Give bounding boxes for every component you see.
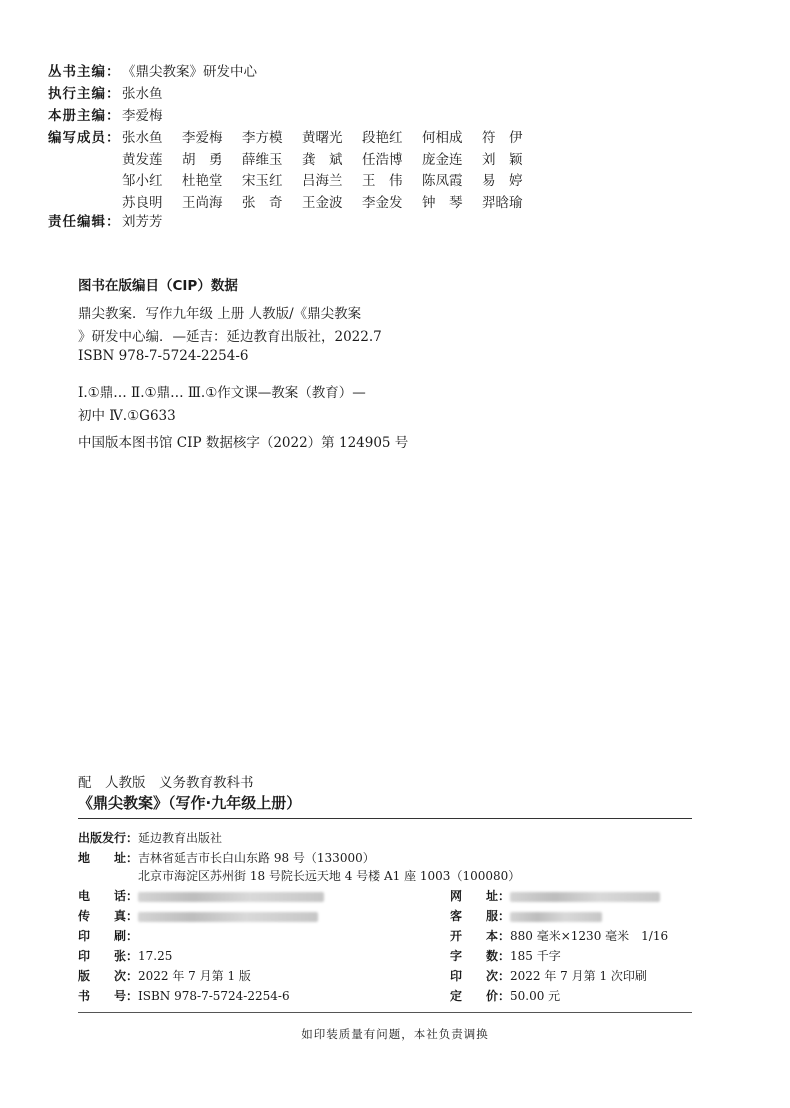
cip-record: 中国版本图书馆 CIP 数据核字（2022）第 124905 号 bbox=[78, 435, 409, 451]
member-name: 何相成 bbox=[422, 130, 463, 146]
member-name: 龚 斌 bbox=[302, 151, 343, 168]
member-name: 王金波 bbox=[302, 194, 343, 211]
address-row bbox=[78, 850, 375, 866]
member-name: 苏良明 bbox=[122, 194, 163, 211]
member-name: 张 奇 bbox=[242, 194, 283, 211]
member-name: 李方模 bbox=[242, 130, 283, 146]
phone-redacted bbox=[138, 892, 324, 902]
member-name: 李金发 bbox=[362, 194, 403, 211]
cip-line: 》研发中心编．—延吉：延边教育出版社，2022.7 bbox=[78, 329, 382, 345]
words-value: 185 千字 bbox=[510, 949, 561, 963]
members-list bbox=[122, 128, 542, 214]
publisher-value: 延边教育出版社 bbox=[138, 831, 223, 845]
address-row-2 bbox=[138, 868, 520, 884]
members-row bbox=[122, 171, 542, 193]
member-name: 刘 颖 bbox=[482, 151, 523, 168]
cip-classification-cont: 初中 Ⅳ.①G633 bbox=[78, 408, 176, 424]
sheets-label: 印 张： bbox=[78, 949, 139, 963]
price-label: 定 价： bbox=[450, 989, 511, 1003]
member-name: 吕海兰 bbox=[302, 173, 343, 189]
member-name: 张水鱼 bbox=[122, 130, 163, 146]
member-name: 胡 勇 bbox=[182, 151, 223, 168]
volume-editor-label: 本册主编： bbox=[48, 108, 121, 124]
member-name: 杜艳堂 bbox=[182, 173, 223, 189]
fax-label: 传 真： bbox=[78, 909, 139, 923]
exec-editor-label: 执行主编： bbox=[48, 86, 121, 102]
series-line: 配 人教版 义务教育教科书 bbox=[78, 775, 254, 791]
member-name: 任浩博 bbox=[362, 151, 403, 168]
printing-label: 印 刷： bbox=[78, 929, 139, 943]
member-name: 黄曙光 bbox=[302, 130, 343, 146]
price-value: 50.00 元 bbox=[510, 989, 561, 1003]
member-name: 王尚海 bbox=[182, 194, 223, 211]
fax-row bbox=[78, 908, 318, 924]
member-name: 符 伊 bbox=[482, 130, 523, 146]
member-name: 宋玉红 bbox=[242, 173, 283, 189]
member-name: 段艳红 bbox=[362, 130, 403, 146]
edition-row bbox=[78, 968, 251, 984]
price-row bbox=[450, 988, 560, 1004]
members-row bbox=[122, 128, 542, 150]
members-row bbox=[122, 150, 542, 172]
address-label: 地 址： bbox=[78, 851, 139, 865]
divider-top bbox=[78, 818, 692, 819]
volume-editor-row bbox=[48, 106, 163, 126]
series-editor-label: 丛书主编： bbox=[48, 64, 121, 80]
format-label: 开 本： bbox=[450, 929, 511, 943]
responsible-editor-label: 责任编辑： bbox=[48, 214, 121, 230]
book-title: 《鼎尖教案》（写作·九年级上册） bbox=[78, 794, 302, 812]
volume-editor-value: 李爱梅 bbox=[122, 108, 163, 124]
sheets-value: 17.25 bbox=[138, 949, 173, 963]
sheets-row bbox=[78, 948, 172, 964]
series-editor-value: 《鼎尖教案》研发中心 bbox=[122, 64, 257, 80]
print-run-value: 2022 年 7 月第 1 次印刷 bbox=[510, 969, 647, 983]
edition-label: 版 次： bbox=[78, 969, 139, 983]
publisher-label: 出版发行： bbox=[78, 831, 139, 845]
phone-row bbox=[78, 888, 324, 904]
member-name: 陈凤霞 bbox=[422, 173, 463, 189]
words-label: 字 数： bbox=[450, 949, 511, 963]
exec-editor-row bbox=[48, 84, 163, 104]
service-redacted bbox=[510, 912, 602, 922]
printing-row bbox=[78, 928, 138, 944]
words-row bbox=[450, 948, 561, 964]
publisher-row bbox=[78, 830, 222, 846]
divider-bottom bbox=[78, 1012, 692, 1013]
service-row bbox=[450, 908, 602, 924]
cip-line: 鼎尖教案．写作九年级 上册 人教版/《鼎尖教案 bbox=[78, 306, 362, 322]
footer-notice: 如印装质量有问题，本社负责调换 bbox=[301, 1027, 489, 1041]
responsible-editor-row bbox=[48, 212, 163, 232]
member-name: 易 婷 bbox=[482, 173, 523, 189]
members-label-row bbox=[48, 128, 122, 148]
isbn-row bbox=[78, 988, 290, 1004]
address-value-2: 北京市海淀区苏州街 18 号院长远天地 4 号楼 A1 座 1003（100080） bbox=[138, 869, 521, 883]
series-editor-row bbox=[48, 62, 257, 82]
service-label: 客 服： bbox=[450, 909, 511, 923]
member-name: 羿晗瑜 bbox=[482, 194, 523, 211]
member-name: 钟 琴 bbox=[422, 194, 463, 211]
member-name: 王 伟 bbox=[362, 173, 403, 189]
edition-value: 2022 年 7 月第 1 版 bbox=[138, 969, 251, 983]
print-run-row bbox=[450, 968, 647, 984]
format-value: 880 毫米×1230 毫米 1/16 bbox=[510, 929, 669, 943]
website-row bbox=[450, 888, 660, 904]
website-label: 网 址： bbox=[450, 889, 511, 903]
cip-classification: Ⅰ.①鼎… Ⅱ.①鼎… Ⅲ.①作文课—教案（教育）— bbox=[78, 385, 366, 401]
format-row bbox=[450, 928, 668, 944]
website-redacted bbox=[510, 892, 660, 902]
isbn-value: ISBN 978-7-5724-2254-6 bbox=[138, 989, 290, 1003]
address-value-1: 吉林省延吉市长白山东路 98 号（133000） bbox=[138, 851, 375, 865]
members-row bbox=[122, 193, 542, 215]
member-name: 邹小红 bbox=[122, 173, 163, 189]
print-run-label: 印 次： bbox=[450, 969, 511, 983]
cip-isbn: ISBN 978-7-5724-2254-6 bbox=[78, 348, 249, 364]
member-name: 黄发莲 bbox=[122, 151, 163, 168]
member-name: 庞金连 bbox=[422, 151, 463, 168]
member-name: 薛维玉 bbox=[242, 151, 283, 168]
fax-redacted bbox=[138, 912, 318, 922]
responsible-editor-value: 刘芳芳 bbox=[122, 214, 163, 230]
exec-editor-value: 张水鱼 bbox=[122, 86, 163, 102]
cip-title: 图书在版编目（CIP）数据 bbox=[78, 278, 238, 294]
members-label: 编写成员： bbox=[48, 130, 121, 146]
phone-label: 电 话： bbox=[78, 889, 139, 903]
member-name: 李爱梅 bbox=[182, 130, 223, 146]
isbn-label: 书 号： bbox=[78, 989, 139, 1003]
